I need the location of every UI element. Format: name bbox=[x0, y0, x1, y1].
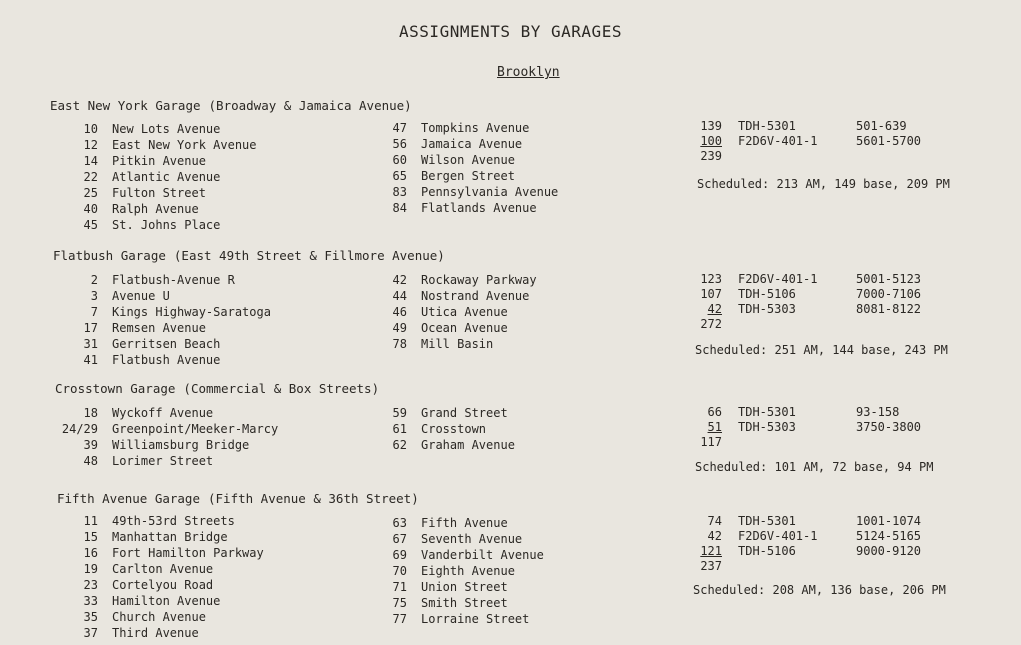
route-number: 41 bbox=[83, 353, 98, 367]
garage-address: (Broadway & Jamaica Avenue) bbox=[208, 98, 412, 113]
route-name: Rockaway Parkway bbox=[421, 273, 537, 287]
fleet-row bbox=[690, 272, 921, 287]
mid-route-column bbox=[373, 515, 544, 627]
route-name: Jamaica Avenue bbox=[421, 137, 523, 151]
route-name: Lorraine Street bbox=[421, 612, 530, 626]
route-name: Fifth Avenue bbox=[421, 516, 508, 530]
route-row bbox=[373, 579, 544, 595]
route-number: 78 bbox=[392, 337, 407, 351]
route-name: Wyckoff Avenue bbox=[112, 406, 214, 420]
route-row bbox=[373, 120, 558, 136]
route-name: Mill Basin bbox=[421, 337, 494, 351]
route-name: Fulton Street bbox=[112, 186, 206, 200]
scheduled-summary: Scheduled: 208 AM, 136 base, 206 PM bbox=[693, 583, 946, 597]
fleet-number-range: 5124-5165 bbox=[856, 529, 922, 543]
route-name: Hamilton Avenue bbox=[112, 594, 221, 608]
total-count: 239 bbox=[700, 149, 722, 163]
route-row bbox=[373, 515, 544, 531]
route-number: 15 bbox=[83, 530, 98, 544]
garage-address: (Commercial & Box Streets) bbox=[183, 381, 380, 396]
route-number: 40 bbox=[83, 202, 98, 216]
route-row bbox=[40, 561, 264, 577]
route-number: 59 bbox=[392, 406, 407, 420]
route-name: Avenue U bbox=[112, 289, 170, 303]
route-row bbox=[373, 437, 515, 453]
bus-count: 139 bbox=[700, 119, 722, 133]
route-name: Crosstown bbox=[421, 422, 487, 436]
fleet-number-range: 5601-5700 bbox=[856, 134, 922, 148]
route-number: 33 bbox=[83, 594, 98, 608]
route-number: 63 bbox=[392, 516, 407, 530]
garage-heading bbox=[53, 248, 445, 263]
route-row bbox=[373, 320, 537, 336]
mid-route-column bbox=[373, 120, 558, 216]
route-name: Kings Highway-Saratoga bbox=[112, 305, 271, 319]
route-name: Fort Hamilton Parkway bbox=[112, 546, 264, 560]
route-name: New Lots Avenue bbox=[112, 122, 221, 136]
bus-count: 42 bbox=[707, 529, 722, 543]
route-name: Utica Avenue bbox=[421, 305, 508, 319]
route-name: Pitkin Avenue bbox=[112, 154, 206, 168]
scheduled-summary: Scheduled: 213 AM, 149 base, 209 PM bbox=[697, 177, 950, 191]
route-number: 25 bbox=[83, 186, 98, 200]
route-name: 49th-53rd Streets bbox=[112, 514, 235, 528]
bus-model: TDH-5301 bbox=[738, 514, 796, 528]
route-row bbox=[40, 545, 264, 561]
route-number: 48 bbox=[83, 454, 98, 468]
scheduled-summary: Scheduled: 101 AM, 72 base, 94 PM bbox=[695, 460, 934, 474]
fleet-number-range: 5001-5123 bbox=[856, 272, 922, 286]
route-row bbox=[40, 405, 278, 421]
route-number: 45 bbox=[83, 218, 98, 232]
route-name: Cortelyou Road bbox=[112, 578, 214, 592]
left-route-column bbox=[40, 405, 278, 469]
route-name: Gerritsen Beach bbox=[112, 337, 221, 351]
route-number: 3 bbox=[90, 289, 98, 303]
route-row bbox=[40, 593, 264, 609]
route-row bbox=[40, 288, 271, 304]
route-name: Vanderbilt Avenue bbox=[421, 548, 544, 562]
fleet-table bbox=[690, 119, 921, 164]
route-name: Greenpoint/Meeker-Marcy bbox=[112, 422, 279, 436]
route-number: 18 bbox=[83, 406, 98, 420]
route-number: 62 bbox=[392, 438, 407, 452]
garage-name: Fifth Avenue Garage bbox=[57, 491, 200, 506]
fleet-row bbox=[690, 405, 921, 420]
route-name: Atlantic Avenue bbox=[112, 170, 221, 184]
route-number: 49 bbox=[392, 321, 407, 335]
route-number: 65 bbox=[392, 169, 407, 183]
route-row bbox=[40, 609, 264, 625]
bus-count: 107 bbox=[700, 287, 722, 301]
garage-heading bbox=[55, 381, 379, 396]
route-row bbox=[40, 304, 271, 320]
route-row bbox=[373, 421, 515, 437]
route-number: 35 bbox=[83, 610, 98, 624]
scheduled-summary: Scheduled: 251 AM, 144 base, 243 PM bbox=[695, 343, 948, 357]
route-number: 67 bbox=[392, 532, 407, 546]
bus-model: TDH-5301 bbox=[738, 405, 796, 419]
total-count: 272 bbox=[700, 317, 722, 331]
bus-count: 100 bbox=[700, 134, 722, 148]
fleet-total bbox=[690, 317, 921, 332]
fleet-row bbox=[690, 529, 921, 544]
fleet-row bbox=[690, 134, 921, 149]
fleet-total bbox=[690, 435, 921, 450]
route-number: 24/29 bbox=[61, 422, 98, 436]
route-number: 69 bbox=[392, 548, 407, 562]
route-number: 17 bbox=[83, 321, 98, 335]
route-number: 42 bbox=[392, 273, 407, 287]
route-row bbox=[373, 304, 537, 320]
route-name: Bergen Street bbox=[421, 169, 515, 183]
fleet-row bbox=[690, 420, 921, 435]
route-row bbox=[40, 352, 271, 368]
fleet-row bbox=[690, 287, 921, 302]
bus-model: F2D6V-401-1 bbox=[738, 529, 818, 543]
route-number: 22 bbox=[83, 170, 98, 184]
route-name: Smith Street bbox=[421, 596, 508, 610]
fleet-number-range: 7000-7106 bbox=[856, 287, 922, 301]
route-number: 7 bbox=[90, 305, 98, 319]
route-row bbox=[40, 513, 264, 529]
fleet-number-range: 93-158 bbox=[856, 405, 900, 419]
left-route-column bbox=[40, 121, 257, 233]
page-title: ASSIGNMENTS BY GARAGES bbox=[399, 22, 622, 41]
route-row bbox=[373, 531, 544, 547]
fleet-number-range: 3750-3800 bbox=[856, 420, 922, 434]
route-row bbox=[40, 320, 271, 336]
route-name: Third Avenue bbox=[112, 626, 199, 640]
route-number: 60 bbox=[392, 153, 407, 167]
bus-model: TDH-5303 bbox=[738, 420, 796, 434]
route-name: Eighth Avenue bbox=[421, 564, 515, 578]
fleet-table bbox=[690, 514, 921, 574]
fleet-number-range: 501-639 bbox=[856, 119, 907, 133]
fleet-row bbox=[690, 302, 921, 317]
route-number: 2 bbox=[90, 273, 98, 287]
route-number: 83 bbox=[392, 185, 407, 199]
bus-model: TDH-5301 bbox=[738, 119, 796, 133]
route-name: Flatlands Avenue bbox=[421, 201, 537, 215]
route-number: 84 bbox=[392, 201, 407, 215]
route-name: Williamsburg Bridge bbox=[112, 438, 250, 452]
route-number: 11 bbox=[83, 514, 98, 528]
fleet-total bbox=[690, 149, 921, 164]
route-name: Carlton Avenue bbox=[112, 562, 214, 576]
route-name: East New York Avenue bbox=[112, 138, 257, 152]
route-row bbox=[373, 168, 558, 184]
total-count: 237 bbox=[700, 559, 722, 573]
mid-route-column bbox=[373, 272, 537, 352]
route-row bbox=[373, 272, 537, 288]
route-row bbox=[40, 437, 278, 453]
route-name: Lorimer Street bbox=[112, 454, 214, 468]
route-name: Seventh Avenue bbox=[421, 532, 523, 546]
route-row bbox=[373, 136, 558, 152]
route-name: Tompkins Avenue bbox=[421, 121, 530, 135]
route-name: Union Street bbox=[421, 580, 508, 594]
bus-count: 74 bbox=[707, 514, 722, 528]
total-count: 117 bbox=[700, 435, 722, 449]
route-name: Ralph Avenue bbox=[112, 202, 199, 216]
route-row bbox=[373, 405, 515, 421]
route-row bbox=[40, 272, 271, 288]
route-number: 56 bbox=[392, 137, 407, 151]
bus-count: 123 bbox=[700, 272, 722, 286]
route-row bbox=[40, 577, 264, 593]
route-row bbox=[373, 200, 558, 216]
route-number: 14 bbox=[83, 154, 98, 168]
route-name: Pennsylvania Avenue bbox=[421, 185, 559, 199]
route-number: 39 bbox=[83, 438, 98, 452]
bus-count: 66 bbox=[707, 405, 722, 419]
route-row bbox=[373, 563, 544, 579]
page-subtitle: Brooklyn bbox=[497, 65, 560, 80]
bus-model: TDH-5303 bbox=[738, 302, 796, 316]
route-row bbox=[40, 153, 257, 169]
route-name: Grand Street bbox=[421, 406, 508, 420]
garage-heading bbox=[57, 491, 419, 506]
route-name: Nostrand Avenue bbox=[421, 289, 530, 303]
route-row bbox=[373, 152, 558, 168]
route-row bbox=[373, 288, 537, 304]
bus-model: F2D6V-401-1 bbox=[738, 134, 818, 148]
route-row bbox=[40, 529, 264, 545]
route-row bbox=[40, 336, 271, 352]
fleet-number-range: 9000-9120 bbox=[856, 544, 922, 558]
route-name: Manhattan Bridge bbox=[112, 530, 228, 544]
route-row bbox=[373, 184, 558, 200]
route-row bbox=[40, 217, 257, 233]
route-number: 12 bbox=[83, 138, 98, 152]
route-row bbox=[40, 185, 257, 201]
garage-name: East New York Garage bbox=[50, 98, 201, 113]
route-name: Ocean Avenue bbox=[421, 321, 508, 335]
route-number: 75 bbox=[392, 596, 407, 610]
route-number: 61 bbox=[392, 422, 407, 436]
route-row bbox=[40, 453, 278, 469]
route-name: Wilson Avenue bbox=[421, 153, 515, 167]
bus-count: 51 bbox=[707, 420, 722, 434]
route-name: Flatbush-Avenue R bbox=[112, 273, 235, 287]
route-number: 37 bbox=[83, 626, 98, 640]
bus-model: TDH-5106 bbox=[738, 287, 796, 301]
fleet-table bbox=[690, 272, 921, 332]
bus-count: 42 bbox=[707, 302, 722, 316]
route-name: Remsen Avenue bbox=[112, 321, 206, 335]
route-number: 10 bbox=[83, 122, 98, 136]
route-row bbox=[373, 547, 544, 563]
route-row bbox=[40, 625, 264, 641]
bus-model: F2D6V-401-1 bbox=[738, 272, 818, 286]
garage-address: (East 49th Street & Fillmore Avenue) bbox=[173, 248, 445, 263]
route-number: 44 bbox=[392, 289, 407, 303]
route-number: 19 bbox=[83, 562, 98, 576]
route-row bbox=[373, 336, 537, 352]
garage-address: (Fifth Avenue & 36th Street) bbox=[208, 491, 419, 506]
route-name: Flatbush Avenue bbox=[112, 353, 221, 367]
route-row bbox=[373, 611, 544, 627]
route-row bbox=[40, 137, 257, 153]
route-name: Church Avenue bbox=[112, 610, 206, 624]
fleet-total bbox=[690, 559, 921, 574]
route-number: 71 bbox=[392, 580, 407, 594]
route-row bbox=[40, 169, 257, 185]
garage-heading bbox=[50, 98, 412, 113]
route-number: 70 bbox=[392, 564, 407, 578]
route-row bbox=[40, 121, 257, 137]
fleet-row bbox=[690, 544, 921, 559]
bus-model: TDH-5106 bbox=[738, 544, 796, 558]
route-row bbox=[373, 595, 544, 611]
bus-count: 121 bbox=[700, 544, 722, 558]
left-route-column bbox=[40, 272, 271, 368]
route-number: 47 bbox=[392, 121, 407, 135]
route-name: Graham Avenue bbox=[421, 438, 515, 452]
fleet-number-range: 8081-8122 bbox=[856, 302, 922, 316]
route-name: St. Johns Place bbox=[112, 218, 221, 232]
fleet-number-range: 1001-1074 bbox=[856, 514, 922, 528]
route-number: 23 bbox=[83, 578, 98, 592]
garage-name: Flatbush Garage bbox=[53, 248, 166, 263]
route-number: 16 bbox=[83, 546, 98, 560]
route-row bbox=[40, 421, 278, 437]
route-number: 46 bbox=[392, 305, 407, 319]
fleet-row bbox=[690, 514, 921, 529]
fleet-table bbox=[690, 405, 921, 450]
mid-route-column bbox=[373, 405, 515, 453]
left-route-column bbox=[40, 513, 264, 641]
route-number: 31 bbox=[83, 337, 98, 351]
garage-name: Crosstown Garage bbox=[55, 381, 176, 396]
route-number: 77 bbox=[392, 612, 407, 626]
route-row bbox=[40, 201, 257, 217]
fleet-row bbox=[690, 119, 921, 134]
